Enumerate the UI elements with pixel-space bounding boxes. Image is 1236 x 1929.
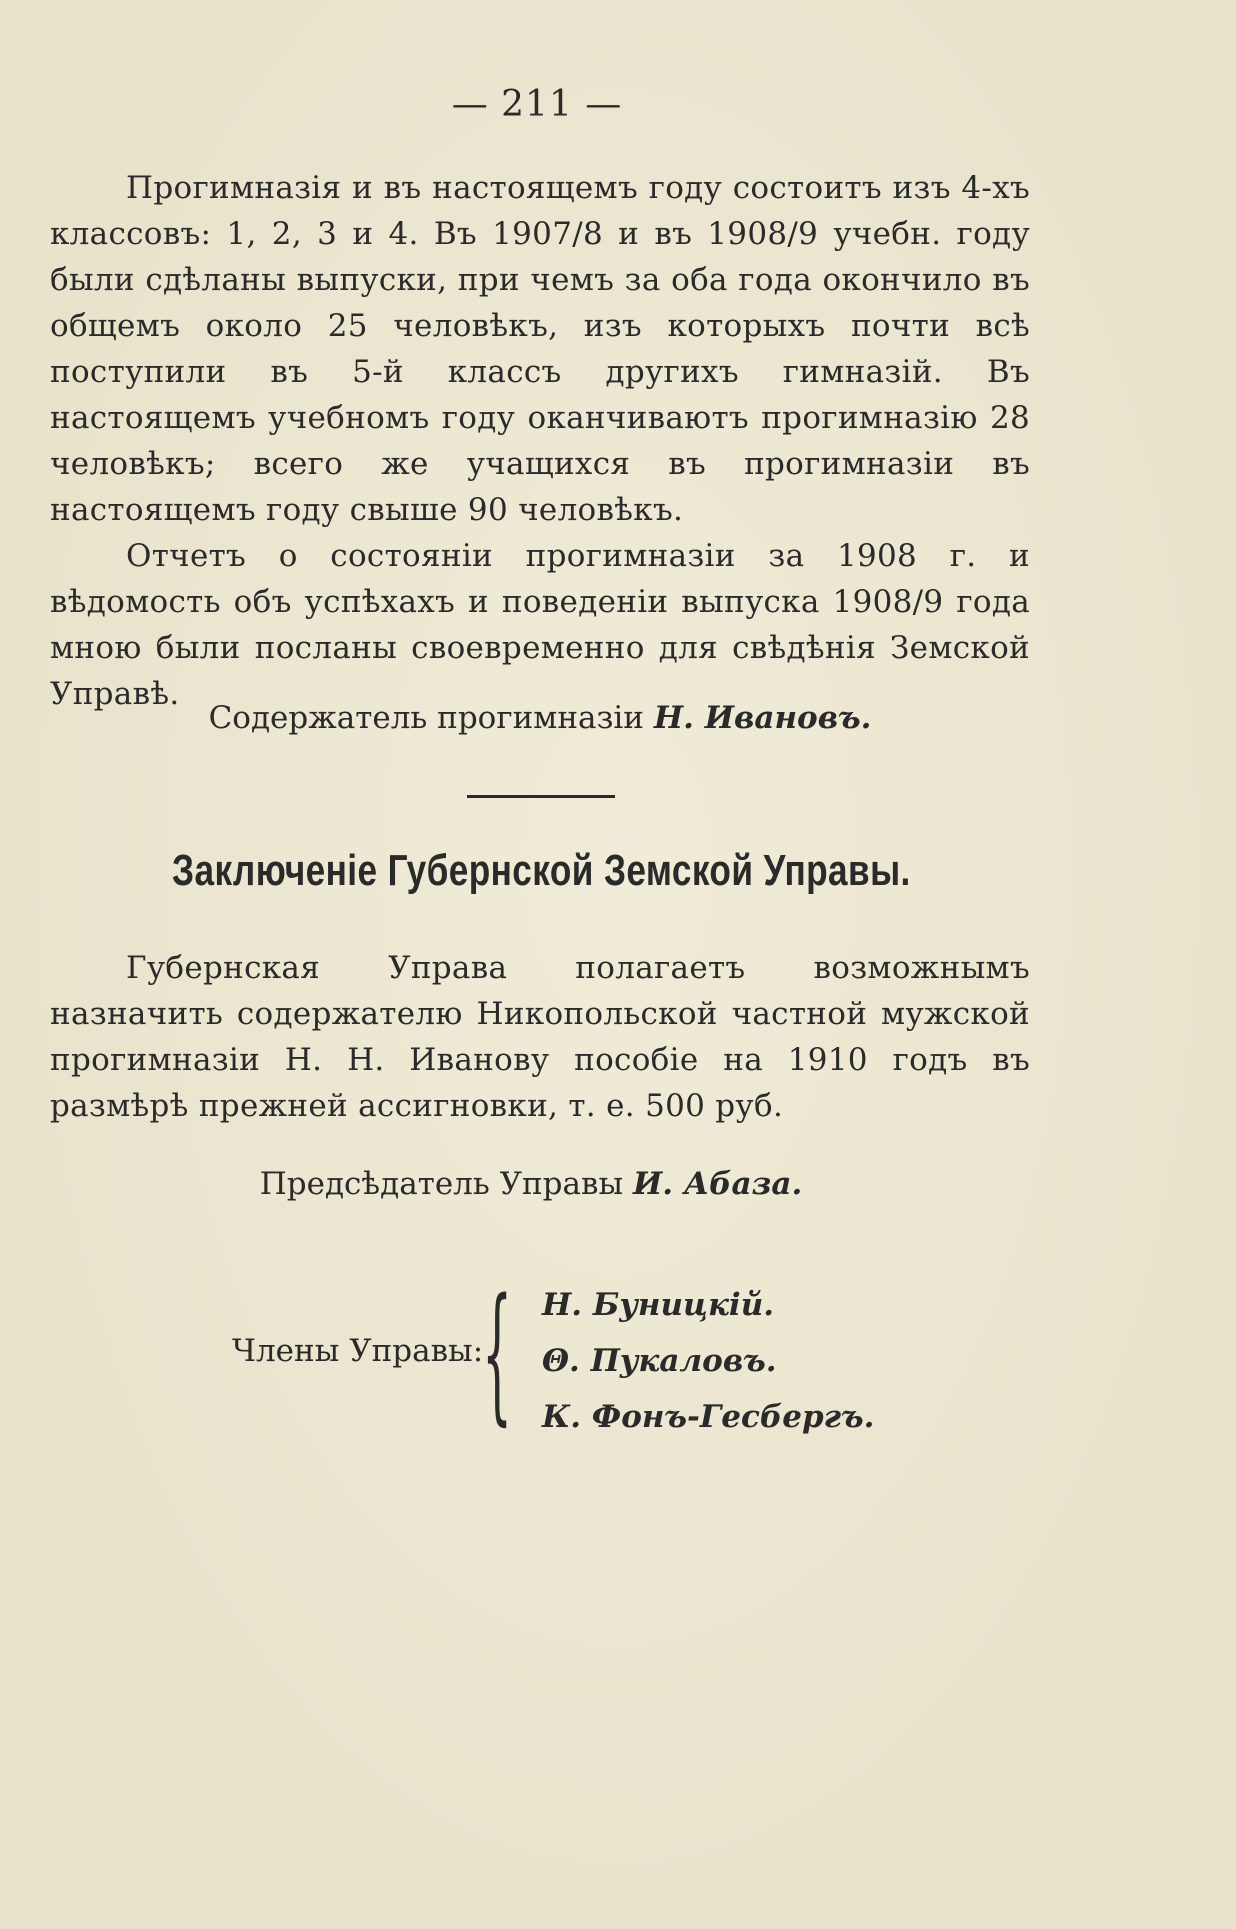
member-name-text: Н. Буницкій.	[542, 1287, 775, 1323]
signature-director	[0, 700, 1080, 736]
members-names	[542, 1277, 874, 1445]
members-brace: {	[482, 1267, 513, 1439]
member-name	[542, 1333, 874, 1389]
page-number: — 211 —	[451, 84, 623, 125]
paragraph-text: Отчетъ о состояніи прогимназіи за 1908 г. и вѣдомость объ успѣхахъ и поведеніи выпуска 1908/9 года мною были посланы своевременно для свѣдѣнія Земской Управѣ.	[50, 538, 1030, 712]
paragraph-conclusion	[50, 945, 1030, 1129]
signature-name: И. Абаза.	[632, 1166, 803, 1202]
board-members	[232, 1267, 932, 1439]
signature-name: Н. Ивановъ.	[653, 700, 872, 736]
signature-title: Содержатель прогимназіи	[208, 700, 644, 736]
signature-chairman	[0, 1166, 1062, 1202]
member-name	[542, 1277, 874, 1333]
member-name-text: К. Фонъ-Гесбергъ.	[542, 1399, 875, 1435]
paragraph-report	[50, 533, 1030, 717]
paragraph-text: Губернская Управа полагаетъ возможнымъ назначить содержателю Никопольской частной мужской прогимназіи Н. Н. Иванову пособіе на 1910 годъ въ размѣрѣ прежней ассигновки, т. е. 500 руб.	[50, 950, 1030, 1124]
members-label: Члены Управы:	[232, 1333, 484, 1369]
paragraph-text: Прогимназія и въ настоящемъ году состоитъ изъ 4-хъ классовъ: 1, 2, 3 и 4. Въ 1907/8 и въ 1908/9 учебн. году были сдѣланы выпуски, при чемъ за оба года окончило въ общемъ около 25 человѣкъ, изъ которыхъ почти всѣ поступили въ 5-й классъ другихъ гимназій. Въ настоящемъ учебномъ году оканчиваютъ прогимназію 28 человѣкъ; всего же учащихся въ прогимназіи въ настоящемъ году свыше 90 человѣкъ.	[50, 170, 1030, 528]
member-name	[542, 1389, 874, 1445]
member-name-text: Θ. Пукаловъ.	[542, 1343, 777, 1379]
section-divider	[467, 795, 615, 798]
section-heading: Заключеніе Губернской Земской Управы.	[172, 846, 911, 895]
paragraph-prog-classes	[50, 165, 1030, 533]
signature-title: Предсѣдатель Управы	[259, 1166, 624, 1202]
